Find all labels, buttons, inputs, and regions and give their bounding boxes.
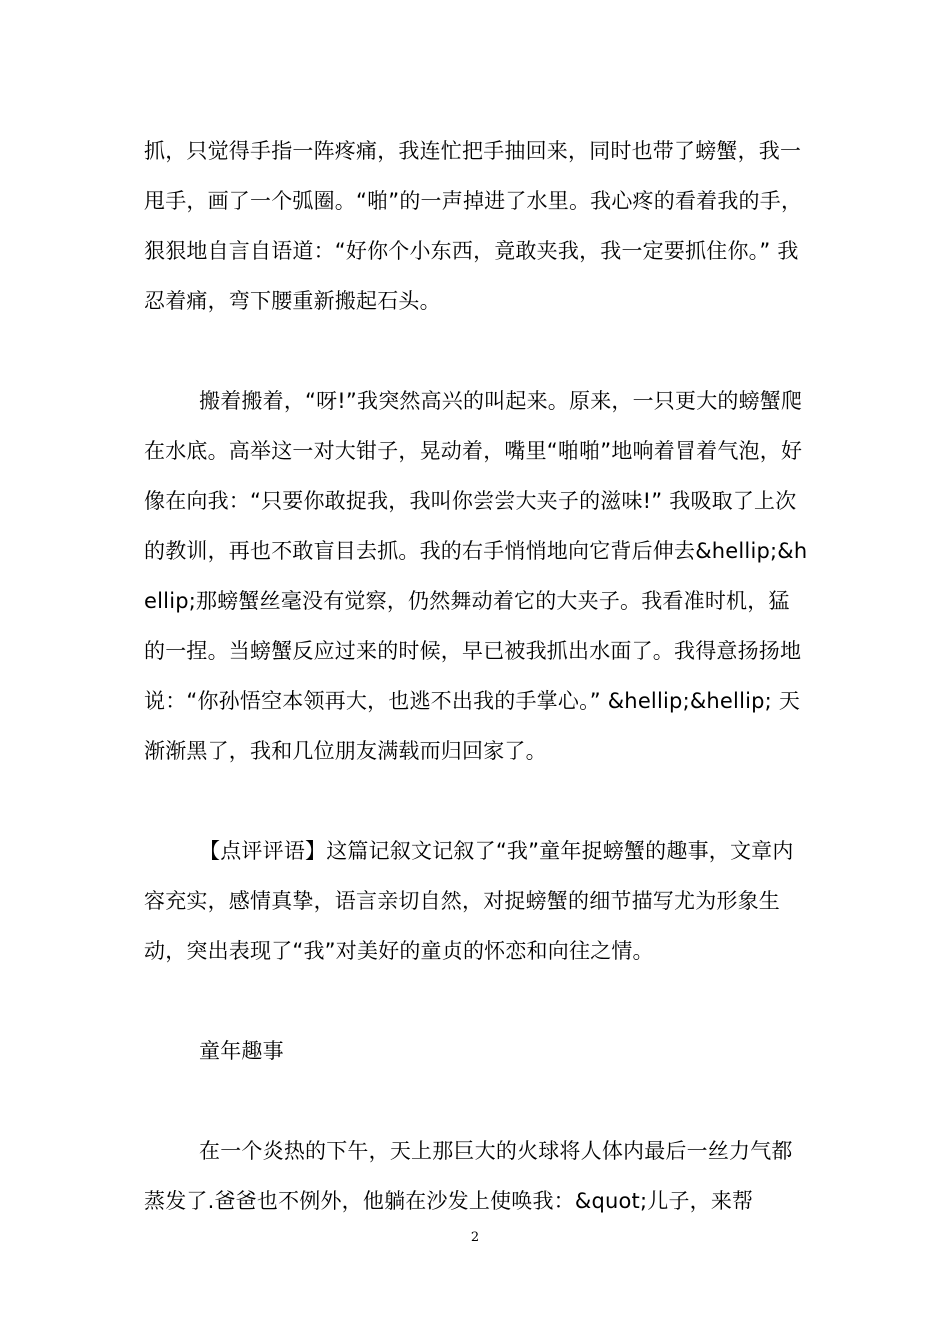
paragraph-catching-crab: 搬着搬着，“呀!”我突然高兴的叫起来。原来，一只更大的螃蟹爬在水底。高举这一对大钳子，晃动着，嘴里“啪啪”地响着冒着气泡，好像在向我：“只要你敢捉我，我叫你尝尝大夹子的滋味!” 我吸取了上次的教训，再也不敢盲目去抓。我的右手悄悄地向它背后伸去&hellip;&hellip;那螃蟹丝毫没有觉察，仍然舞动着它的大夹子。我看准时机，猛的一捏。当螃蟹反应过来的时候，早已被我抓出水面了。我得意扬扬地说：“你孙悟空本领再大，也逃不出我的手掌心。” &hellip;&hellip; 天渐渐黑了，我和几位朋友满载而归回家了。	[144, 389, 808, 763]
paragraph-crab-pinch: 抓，只觉得手指一阵疼痛，我连忙把手抽回来，同时也带了螃蟹，我一甩手，画了一个弧圈。“啪”的一声掉进了水里。我心疼的看着我的手，狠狠地自言自语道：“好你个小东西，竟敢夹我，我一定要抓住你。” 我忍着痛，弯下腰重新搬起石头。	[144, 139, 803, 313]
essay-title: 童年趣事	[144, 1039, 284, 1063]
document-body	[144, 126, 808, 1226]
paragraph-spacer	[144, 326, 808, 376]
paragraph-spacer	[144, 776, 808, 826]
paragraph-hot-afternoon: 在一个炎热的下午，天上那巨大的火球将人体内最后一丝力气都蒸发了.爸爸也不例外，他躺在沙发上使唤我：&quot;儿子，来帮	[144, 1139, 793, 1213]
paragraph-spacer	[144, 976, 808, 1026]
paragraph-commentary: 【点评评语】这篇记叙文记叙了“我”童年捉螃蟹的趣事，文章内容充实，感情真挚，语言亲切自然，对捉螃蟹的细节描写尤为形象生动，突出表现了“我”对美好的童贞的怀恋和向往之情。	[144, 839, 794, 963]
page-number: 2	[470, 1230, 480, 1245]
paragraph-spacer	[144, 1076, 808, 1126]
